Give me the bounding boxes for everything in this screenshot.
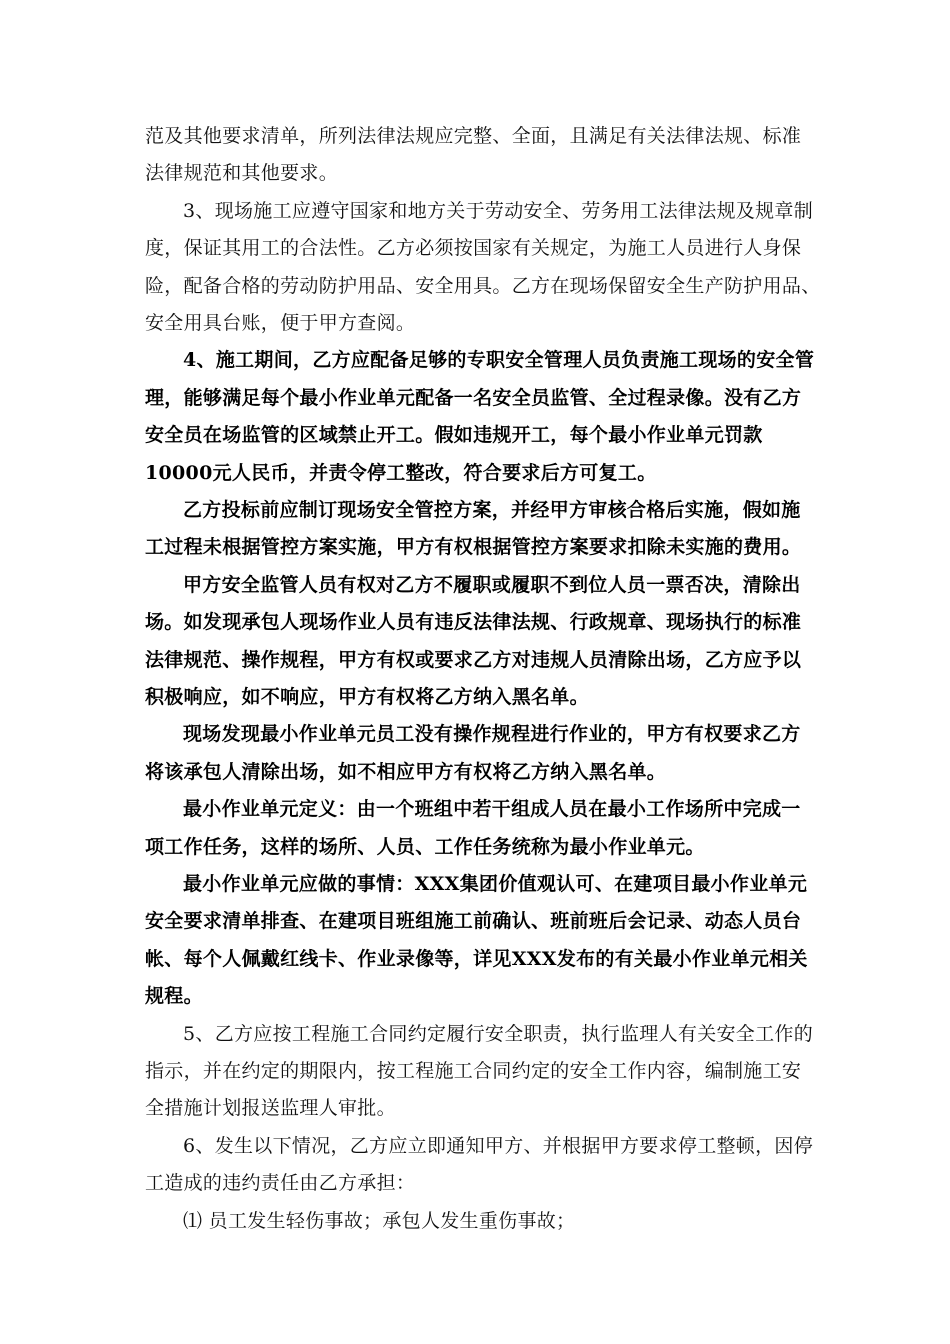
text-line: 项工作任务，这样的场所、人员、工作任务统称为最小作业单元。 <box>145 836 705 858</box>
text-line: 4、施工期间，乙方应配备足够的专职安全管理人员负责施工现场的安全管 <box>183 349 815 371</box>
text-line: 指示，并在约定的期限内，按工程施工合同约定的安全工作内容，编制施工安 <box>145 1060 802 1082</box>
text-line: 6、发生以下情况，乙方应立即通知甲方、并根据甲方要求停工整顿，因停 <box>183 1135 813 1157</box>
text-line: 范及其他要求清单，所列法律法规应完整、全面，且满足有关法律法规、标准 <box>145 125 802 147</box>
text-line: 理，能够满足每个最小作业单元配备一名安全员监管、全过程录像。没有乙方 <box>145 387 802 409</box>
text-line: 度，保证其用工的合法性。乙方必须按国家有关规定，为施工人员进行人身保 <box>145 237 802 259</box>
text-line: 工过程未根据管控方案实施，甲方有权根据管控方案要求扣除未实施的费用。 <box>145 536 802 558</box>
text-line: 险，配备合格的劳动防护用品、安全用具。乙方在现场保留安全生产防护用品、 <box>145 275 821 297</box>
text-line: ⑴ 员工发生轻伤事故；承包人发生重伤事故； <box>183 1210 576 1232</box>
text-line: 最小作业单元定义：由一个班组中若干组成人员在最小工作场所中完成一 <box>183 798 801 820</box>
text-line: 安全要求清单排查、在建项目班组施工前确认、班前班后会记录、动态人员台 <box>145 910 802 932</box>
text-line: 全措施计划报送监理人审批。 <box>145 1097 396 1119</box>
text-line: 法律规范、操作规程，甲方有权或要求乙方对违规人员清除出场，乙方应予以 <box>145 649 802 671</box>
text-line: 积极响应，如不响应，甲方有权将乙方纳入黑名单。 <box>145 686 589 708</box>
text-line: 场。如发现承包人现场作业人员有违反法律法规、行政规章、现场执行的标准 <box>145 611 802 633</box>
text-line: 甲方安全监管人员有权对乙方不履职或履职不到位人员一票否决，清除出 <box>183 574 801 596</box>
text-line: 最小作业单元应做的事情：XXX集团价值观认可、在建项目最小作业单元 <box>183 873 808 895</box>
text-line: 5、乙方应按工程施工合同约定履行安全职责，执行监理人有关安全工作的 <box>183 1023 813 1045</box>
text-line: 规程。 <box>145 985 203 1007</box>
text-line: 法律规范和其他要求。 <box>145 162 339 184</box>
text-line: 现场发现最小作业单元员工没有操作规程进行作业的，甲方有权要求乙方 <box>183 723 801 745</box>
text-line: 将该承包人清除出场，如不相应甲方有权将乙方纳入黑名单。 <box>145 761 667 783</box>
text-line: 安全用具台账，便于甲方查阅。 <box>145 312 416 334</box>
text-line: 帐、每个人佩戴红线卡、作业录像等，详见XXX发布的有关最小作业单元相关 <box>145 948 808 970</box>
text-line: 3、现场施工应遵守国家和地方关于劳动安全、劳务用工法律法规及规章制 <box>183 200 813 222</box>
text-line: 10000元人民币，并责令停工整改，符合要求后方可复工。 <box>145 462 657 484</box>
text-line: 安全员在场监管的区域禁止开工。假如违规开工，每个最小作业单元罚款 <box>145 424 763 446</box>
text-line: 工造成的违约责任由乙方承担： <box>145 1172 416 1194</box>
text-line: 乙方投标前应制订现场安全管控方案，并经甲方审核合格后实施，假如施 <box>183 499 801 521</box>
